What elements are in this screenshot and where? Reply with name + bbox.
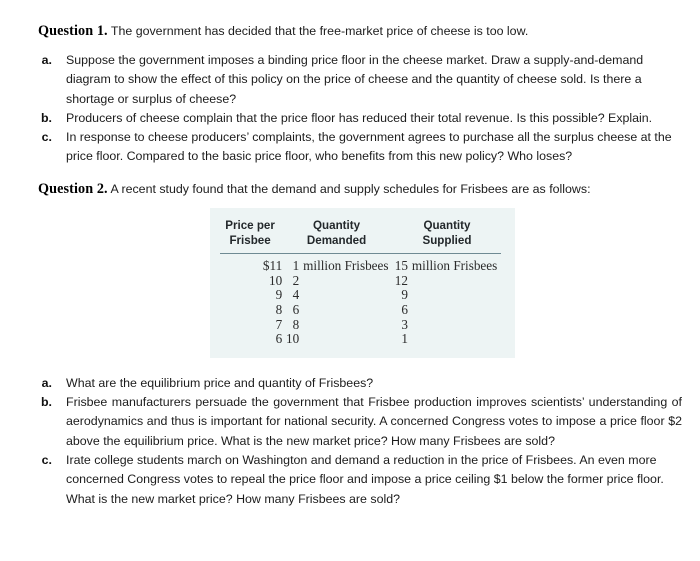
cell-quantity-demanded [282,259,391,274]
list-marker: c. [41,130,52,145]
cell-quantity-demanded [282,318,391,333]
cell-demanded-number: 1 [292,258,300,274]
list-marker: a. [41,375,52,390]
question-1-label: Question 1. [38,23,108,39]
table-row [218,303,503,318]
table-body [218,259,503,347]
frisbee-schedule-table [210,208,515,358]
cell-quantity-supplied [391,332,503,347]
cell-demanded-unit [299,273,303,288]
cell-quantity-supplied [391,288,503,303]
cell-supplied-unit: million Frisbees [411,258,498,274]
column-header-supplied-line1: Quantity [423,218,471,232]
table-row [218,332,503,347]
question-2-intro: A recent study found that the demand and supply schedules for Frisbees are as follows: [107,181,591,196]
column-header-supplied-line2: Supplied [422,233,472,247]
table-head [218,218,503,259]
cell-demanded-unit: million Frisbees [303,258,389,274]
cell-demanded-unit [299,317,303,332]
cell-supplied-number: 1 [401,331,408,347]
column-header-demanded-line1: Quantity [313,218,361,232]
cell-supplied-number: 6 [401,301,408,317]
question-1-heading-line [38,22,678,41]
cell-supplied-unit [408,273,412,288]
list-marker: a. [41,53,52,67]
cell-quantity-demanded [282,303,391,318]
column-header-price-line1: Price per [225,218,275,232]
column-header-demanded-line2: Demanded [306,233,367,247]
table-row [218,259,503,274]
cell-supplied-unit [408,287,412,302]
list-item-text: Irate college students march on Washington and demand a reduction in the price of Frisbees. An even more concerned Congress votes to repeal the price floor and impose a price ceiling $1 below the former price floor. What is the new market price? How many Frisbees are sold? [66,452,664,506]
list-item [0,109,700,128]
list-marker: b. [40,395,52,410]
list-item [0,451,700,509]
list-marker: c. [41,452,52,467]
list-item-text: What are the equilibrium price and quantity of Frisbees? [66,375,374,390]
cell-demanded-unit [299,287,303,302]
cell-demanded-number: 2 [292,272,300,288]
cell-price: 9 [275,287,283,303]
table-row [218,288,503,303]
cell-demanded-unit [299,302,303,317]
header-divider [220,253,501,254]
cell-price: 7 [275,316,283,332]
schedule-grid [218,218,503,347]
list-item [0,374,700,393]
column-header-quantity-demanded [282,218,391,253]
cell-price: 10 [268,272,283,288]
cell-demanded-number: 4 [292,287,300,303]
table-header-row [218,218,503,253]
cell-quantity-demanded [282,332,391,347]
cell-supplied-number: 3 [401,316,408,332]
list-item [0,128,700,167]
cell-supplied-unit [408,331,412,346]
table-row [218,274,503,289]
question-1-subitems [0,51,700,167]
cell-price: 8 [275,301,283,317]
question-2-heading-line [38,180,678,199]
cell-supplied-number: 9 [401,287,408,303]
cell-quantity-supplied [391,303,503,318]
cell-demanded-number: 8 [292,316,300,332]
column-header-price-line2: Frisbee [229,233,271,247]
cell-price: 6 [275,331,283,347]
list-item-text: Suppose the government imposes a binding price floor in the cheese market. Draw a supply-and-demand diagram to show the effect of this policy on the price of cheese and the quantity of cheese sold. Is there a shortage or surplus of cheese? [66,53,644,106]
cell-demanded-unit [299,331,303,346]
column-header-quantity-supplied [391,218,503,253]
list-item-text: In response to cheese producers’ complaints, the government agrees to purchase all the surplus cheese at the price floor. Compared to the basic price floor, who benefits from this new policy? Who loses? [66,130,672,164]
question-1-heading [0,22,700,41]
list-item-text: Producers of cheese complain that the price floor has reduced their total revenue. Is this possible? Explain. [66,110,653,125]
cell-supplied-number: 15 [394,258,408,274]
table-row [218,318,503,333]
question-1-intro: The government has decided that the free-market price of cheese is too low. [107,24,529,38]
cell-price: $11 [262,258,283,274]
list-marker: b. [40,110,52,125]
cell-quantity-supplied [391,274,503,289]
frisbee-schedule-table-wrap [0,208,700,358]
column-header-price [218,218,282,253]
cell-demanded-number: 10 [285,331,300,347]
question-2-heading [0,180,700,199]
cell-quantity-demanded [282,274,391,289]
cell-demanded-number: 6 [292,301,300,317]
cell-quantity-demanded [282,288,391,303]
cell-quantity-supplied [391,259,503,274]
cell-supplied-unit [408,317,412,332]
question-2-label: Question 2. [38,180,108,197]
list-item [0,393,700,451]
list-item [0,51,700,109]
cell-supplied-number: 12 [394,272,408,288]
question-2-subitems [0,374,700,509]
cell-supplied-unit [408,302,412,317]
list-item-text: Frisbee manufacturers persuade the government that Frisbee production improves scientists’ understanding of aerodynamics and thus is important for national security. A concerned Congress votes to impose a price floor $2 above the equilibrium price. What is the new market price? How many Frisbees are sold? [66,395,682,448]
cell-quantity-supplied [391,318,503,333]
